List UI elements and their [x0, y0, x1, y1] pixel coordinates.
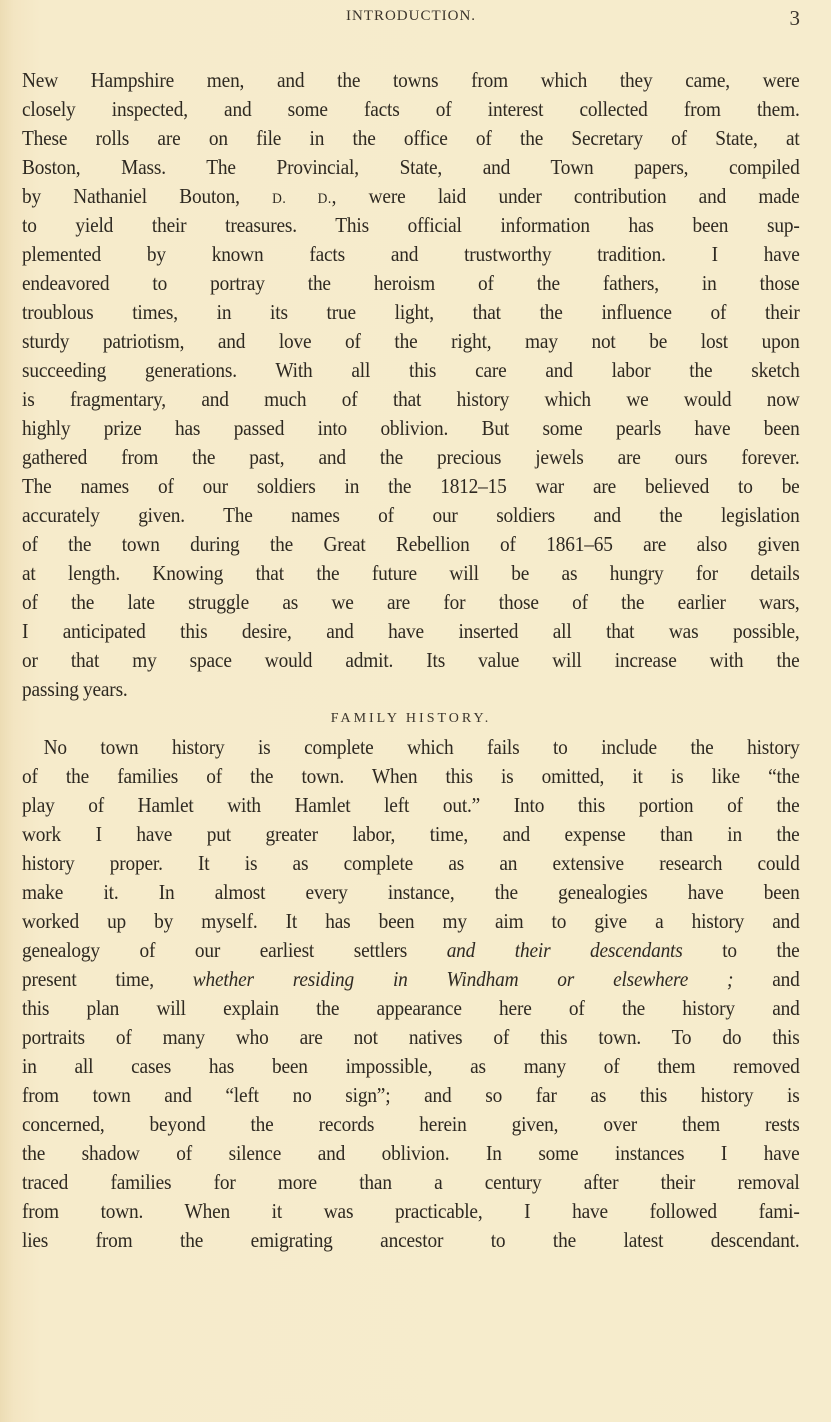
- text-line: make it. In almost every instance, the genealogies have been: [22, 880, 800, 904]
- text-line: accurately given. The names of our soldiers and the legislation: [22, 503, 800, 527]
- text-segment: , were laid under contribution and made: [331, 184, 800, 208]
- text-line: of the families of the town. When this is omitted, it is like “the: [22, 764, 800, 788]
- text-line: Boston, Mass. The Provincial, State, and Town papers, compiled: [22, 155, 800, 179]
- text-line: plemented by known facts and trustworthy tradition. I have: [22, 242, 800, 266]
- text-line: No town history is complete which fails to include the history: [43, 735, 800, 759]
- text-line: play of Hamlet with Hamlet left out.” Into this portion of the: [22, 793, 800, 817]
- text-line: These rolls are on file in the office of the Secretary of State, at: [22, 126, 800, 150]
- degree-abbreviation: D. D.: [272, 191, 332, 207]
- running-head: [22, 6, 800, 32]
- text-line: of the late struggle as we are for those of the earlier wars,: [22, 590, 800, 614]
- text-line: gathered from the past, and the precious jewels are ours forever.: [22, 445, 800, 469]
- text-line: is fragmentary, and much of that history which we would now: [22, 387, 800, 411]
- text-line: lies from the emigrating ancestor to the latest descendant.: [22, 1228, 800, 1252]
- text-line: passing years.: [22, 677, 128, 701]
- text-line: this plan will explain the appearance here of the history and: [22, 996, 800, 1020]
- text-line: from town. When it was practicable, I have followed fami-: [22, 1199, 800, 1223]
- text-line: sturdy patriotism, and love of the right, may not be lost upon: [22, 329, 800, 353]
- text-line: the shadow of silence and oblivion. In some instances I have: [22, 1141, 800, 1165]
- text-line: to yield their treasures. This official information has been sup-: [22, 213, 800, 237]
- text-line: [22, 965, 800, 994]
- text-segment: present time,: [22, 967, 193, 991]
- text-line: in all cases has been impossible, as many of them removed: [22, 1054, 800, 1078]
- text-segment: by Nathaniel Bouton,: [22, 184, 273, 208]
- page-number: 3: [789, 6, 800, 30]
- text-line: I anticipated this desire, and have inserted all that was possible,: [22, 619, 800, 643]
- text-line: from town and “left no sign”; and so far as this history is: [22, 1083, 800, 1107]
- text-line: of the town during the Great Rebellion of 1861–65 are also given: [22, 532, 800, 556]
- text-segment: to the: [682, 938, 800, 962]
- text-line: history proper. It is as complete as an extensive research could: [22, 851, 800, 875]
- text-line: at length. Knowing that the future will be as hungry for details: [22, 561, 800, 585]
- text-line: New Hampshire men, and the towns from which they came, were: [22, 68, 800, 92]
- text-line: The names of our soldiers in the 1812–15 war are believed to be: [22, 474, 800, 498]
- text-line: portraits of many who are not natives of this town. To do this: [22, 1025, 800, 1049]
- text-line: or that my space would admit. Its value will increase with the: [22, 648, 800, 672]
- italic-text: and their descendants: [446, 938, 683, 962]
- paragraph-family-history: [22, 733, 800, 1255]
- text-line: [22, 936, 800, 965]
- text-line: endeavored to portray the heroism of the fathers, in those: [22, 271, 800, 295]
- text-line: closely inspected, and some facts of interest collected from them.: [22, 97, 800, 121]
- paragraph-continuation: [22, 66, 800, 704]
- text-segment: genealogy of our earliest settlers: [22, 938, 447, 962]
- section-heading-family-history: FAMILY HISTORY.: [330, 711, 492, 726]
- text-line: work I have put greater labor, time, and expense than in the: [22, 822, 800, 846]
- text-line: highly prize has passed into oblivion. But some pearls have been: [22, 416, 800, 440]
- text-line: succeeding generations. With all this care and labor the sketch: [22, 358, 800, 382]
- running-title: INTRODUCTION.: [345, 8, 477, 24]
- text-line: troublous times, in its true light, that the influence of their: [22, 300, 800, 324]
- body-text: [22, 66, 800, 1255]
- text-line: worked up by myself. It has been my aim to give a history and: [22, 909, 800, 933]
- text-segment: and: [733, 967, 800, 991]
- text-line: concerned, beyond the records herein given, over them rests: [22, 1112, 800, 1136]
- italic-text: whether residing in Windham or elsewhere ;: [192, 967, 734, 991]
- text-line: traced families for more than a century after their removal: [22, 1170, 800, 1194]
- text-line: [22, 182, 800, 211]
